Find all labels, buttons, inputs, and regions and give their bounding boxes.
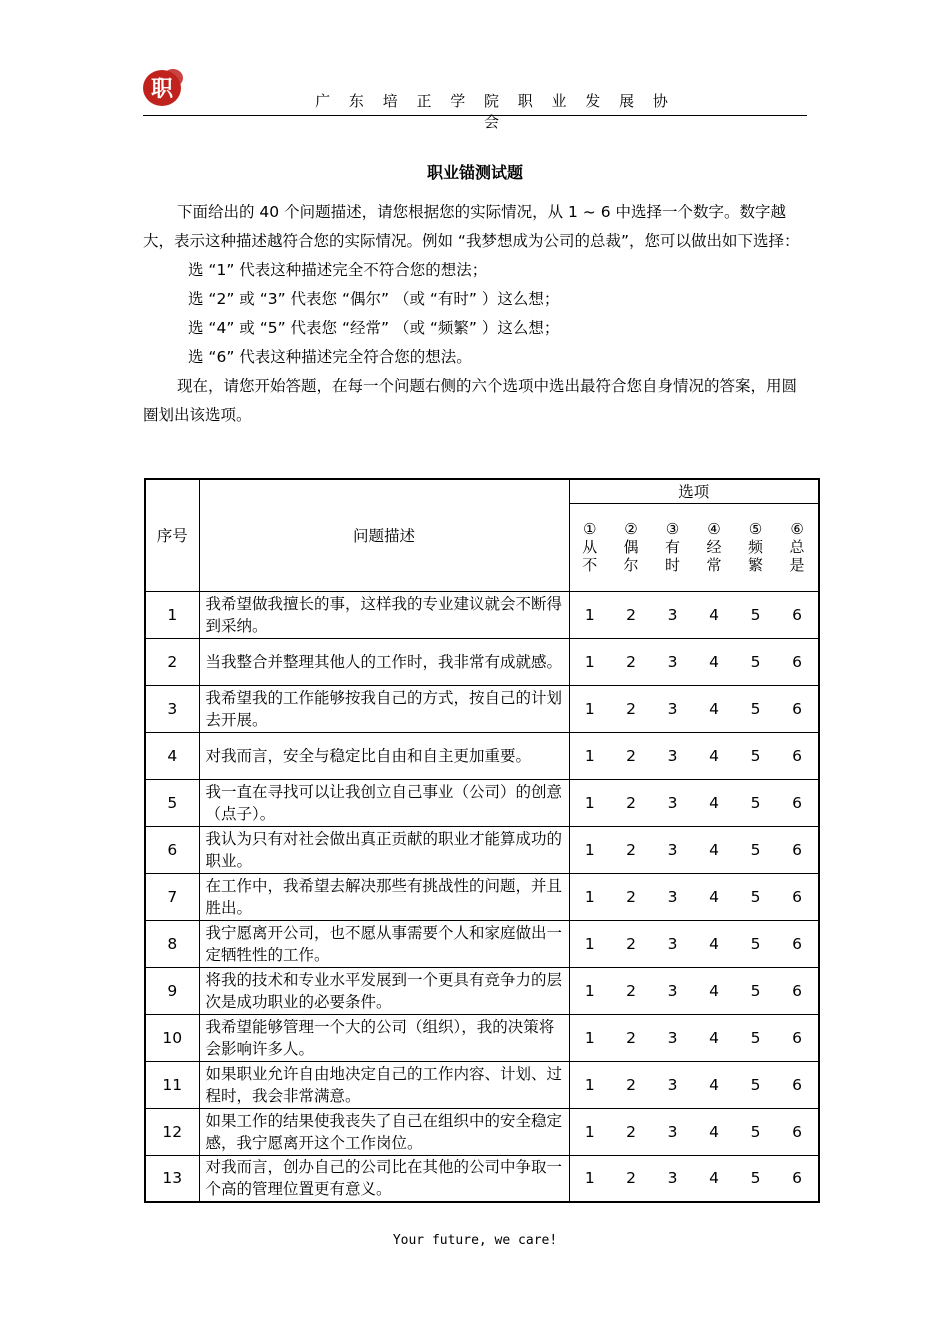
answer-option[interactable]: 5 <box>735 1014 776 1061</box>
question-row <box>145 1014 819 1061</box>
answer-option[interactable]: 4 <box>693 591 735 638</box>
option-header-l2: 是 <box>789 556 805 574</box>
answer-option[interactable]: 5 <box>735 1108 776 1155</box>
question-number: 9 <box>145 967 199 1014</box>
option-explanation: 选 “1” 代表这种描述完全不符合您的想法； <box>188 261 488 279</box>
answer-option[interactable]: 5 <box>735 591 776 638</box>
option-header <box>693 503 735 591</box>
answer-option[interactable]: 1 <box>569 873 610 920</box>
page-title: 职业锚测试题 <box>426 163 523 182</box>
answer-option[interactable]: 1 <box>569 1014 610 1061</box>
answer-option[interactable]: 3 <box>652 685 693 732</box>
option-header <box>610 503 652 591</box>
question-row <box>145 638 819 685</box>
question-row <box>145 826 819 873</box>
question-number: 2 <box>145 638 199 685</box>
question-row <box>145 1061 819 1108</box>
answer-option[interactable]: 4 <box>693 732 735 779</box>
answer-option[interactable]: 5 <box>735 1061 776 1108</box>
answer-option[interactable]: 1 <box>569 1108 610 1155</box>
answer-option[interactable]: 6 <box>776 873 819 920</box>
option-header-circ: ⑤ <box>748 520 763 538</box>
question-number: 4 <box>145 732 199 779</box>
answer-option[interactable]: 2 <box>610 826 652 873</box>
answer-option[interactable]: 5 <box>735 920 776 967</box>
question-text: 将我的技术和专业水平发展到一个更具有竞争力的层次是成功职业的必要条件。 <box>199 967 569 1014</box>
answer-option[interactable]: 6 <box>776 1108 819 1155</box>
answer-option[interactable]: 2 <box>610 1108 652 1155</box>
intro-paragraph: 下面给出的 40 个问题描述，请您根据您的实际情况，从 1 ~ 6 中选择一个数字。数字越大，表示这种描述越符合您的实际情况。例如 “我梦想成为公司的总裁”，您可以做出如下选择： <box>143 203 800 250</box>
question-number: 12 <box>145 1108 199 1155</box>
answer-option[interactable]: 4 <box>693 826 735 873</box>
question-number: 11 <box>145 1061 199 1108</box>
answer-option[interactable]: 2 <box>610 1061 652 1108</box>
answer-option[interactable]: 1 <box>569 779 610 826</box>
answer-option[interactable]: 2 <box>610 1155 652 1202</box>
question-row <box>145 1108 819 1155</box>
column-header-number: 序号 <box>145 479 199 591</box>
question-text: 在工作中，我希望去解决那些有挑战性的问题，并且胜出。 <box>199 873 569 920</box>
option-header-l1: 从 <box>582 538 598 556</box>
answer-option[interactable]: 4 <box>693 685 735 732</box>
answer-option[interactable]: 5 <box>735 779 776 826</box>
answer-option[interactable]: 4 <box>693 1108 735 1155</box>
answer-option[interactable]: 5 <box>735 967 776 1014</box>
question-text: 我希望能够管理一个大的公司（组织），我的决策将会影响许多人。 <box>199 1014 569 1061</box>
answer-option[interactable]: 6 <box>776 779 819 826</box>
answer-option[interactable]: 2 <box>610 1014 652 1061</box>
answer-option[interactable]: 2 <box>610 638 652 685</box>
answer-option[interactable]: 5 <box>735 638 776 685</box>
answer-option[interactable]: 4 <box>693 779 735 826</box>
question-row <box>145 732 819 779</box>
option-header-circ: ② <box>624 520 638 538</box>
option-header-circ: ③ <box>665 520 680 538</box>
answer-option[interactable]: 1 <box>569 967 610 1014</box>
answer-option[interactable]: 3 <box>652 732 693 779</box>
question-number: 13 <box>145 1155 199 1202</box>
answer-option[interactable]: 3 <box>652 967 693 1014</box>
answer-option[interactable]: 6 <box>776 732 819 779</box>
option-header-l1: 总 <box>789 538 805 556</box>
answer-option[interactable]: 3 <box>652 1014 693 1061</box>
option-header-l2: 尔 <box>623 556 639 574</box>
option-header-circ: ④ <box>707 520 721 538</box>
question-text: 我认为只有对社会做出真正贡献的职业才能算成功的职业。 <box>199 826 569 873</box>
instructions <box>143 198 807 430</box>
answer-option[interactable]: 2 <box>610 779 652 826</box>
answer-option[interactable]: 6 <box>776 967 819 1014</box>
answer-option[interactable]: 5 <box>735 685 776 732</box>
option-header-l1: 偶 <box>623 538 639 556</box>
answer-option[interactable]: 6 <box>776 1014 819 1061</box>
answer-option[interactable]: 5 <box>735 732 776 779</box>
footer-slogan: Your future, we care! <box>392 1233 558 1248</box>
answer-option[interactable]: 6 <box>776 920 819 967</box>
answer-option[interactable]: 2 <box>610 873 652 920</box>
answer-option[interactable]: 6 <box>776 685 819 732</box>
answer-option[interactable]: 4 <box>693 1061 735 1108</box>
answer-option[interactable]: 2 <box>610 732 652 779</box>
option-header-l2: 不 <box>582 556 598 574</box>
answer-option[interactable]: 3 <box>652 638 693 685</box>
question-text: 我宁愿离开公司，也不愿从事需要个人和家庭做出一定牺牲性的工作。 <box>199 920 569 967</box>
answer-option[interactable]: 5 <box>735 826 776 873</box>
question-row <box>145 779 819 826</box>
answer-option[interactable]: 1 <box>569 591 610 638</box>
option-header <box>652 503 693 591</box>
answer-option[interactable]: 3 <box>652 826 693 873</box>
answer-option[interactable]: 6 <box>776 1155 819 1202</box>
question-number: 10 <box>145 1014 199 1061</box>
answer-option[interactable]: 1 <box>569 685 610 732</box>
answer-option[interactable]: 4 <box>693 967 735 1014</box>
option-header-l2: 常 <box>706 556 722 574</box>
answer-option[interactable]: 4 <box>693 1155 735 1202</box>
answer-option[interactable]: 2 <box>610 685 652 732</box>
answer-option[interactable]: 5 <box>735 873 776 920</box>
option-header-circ: ① <box>583 520 597 538</box>
answer-option[interactable]: 3 <box>652 920 693 967</box>
column-header-options: 选项 <box>569 479 819 503</box>
answer-option[interactable]: 3 <box>652 779 693 826</box>
question-row <box>145 591 819 638</box>
option-header <box>569 503 610 591</box>
answer-option[interactable]: 6 <box>776 638 819 685</box>
question-number: 6 <box>145 826 199 873</box>
answer-option[interactable]: 1 <box>569 1155 610 1202</box>
question-text: 如果职业允许自由地决定自己的工作内容、计划、过程时，我会非常满意。 <box>199 1061 569 1108</box>
answer-option[interactable]: 3 <box>652 1108 693 1155</box>
question-number: 7 <box>145 873 199 920</box>
answer-option[interactable]: 1 <box>569 920 610 967</box>
question-number: 5 <box>145 779 199 826</box>
question-text: 我希望我的工作能够按我自己的方式，按自己的计划去开展。 <box>199 685 569 732</box>
answer-option[interactable]: 1 <box>569 826 610 873</box>
answer-option[interactable]: 2 <box>610 591 652 638</box>
answer-option[interactable]: 1 <box>569 732 610 779</box>
answer-option[interactable]: 6 <box>776 826 819 873</box>
questionnaire-table <box>144 478 820 1203</box>
question-number: 3 <box>145 685 199 732</box>
option-header <box>776 503 819 591</box>
question-number: 1 <box>145 591 199 638</box>
answer-option[interactable]: 4 <box>693 920 735 967</box>
answer-option[interactable]: 1 <box>569 638 610 685</box>
answer-option[interactable]: 2 <box>610 920 652 967</box>
question-row <box>145 1155 819 1202</box>
header-divider <box>143 115 807 116</box>
svg-text:职: 职 <box>150 76 174 102</box>
question-text: 对我而言，安全与稳定比自由和自主更加重要。 <box>199 732 569 779</box>
answer-option[interactable]: 2 <box>610 967 652 1014</box>
answer-option[interactable]: 4 <box>693 638 735 685</box>
answer-option[interactable]: 4 <box>693 873 735 920</box>
answer-option[interactable]: 3 <box>652 1155 693 1202</box>
question-row <box>145 920 819 967</box>
question-row <box>145 967 819 1014</box>
option-header-circ: ⑥ <box>790 520 804 538</box>
answer-option[interactable]: 5 <box>735 1155 776 1202</box>
question-text: 我希望做我擅长的事，这样我的专业建议就会不断得到采纳。 <box>199 591 569 638</box>
question-number: 8 <box>145 920 199 967</box>
option-header-l2: 时 <box>664 556 680 574</box>
question-text: 我一直在寻找可以让我创立自己事业（公司）的创意（点子）。 <box>199 779 569 826</box>
option-explanation: 选 “6” 代表这种描述完全符合您的想法。 <box>188 348 472 366</box>
organization-name: 广 东 培 正 学 院 职 业 发 展 协 会 <box>315 92 675 131</box>
question-text: 如果工作的结果使我丧失了自己在组织中的安全稳定感，我宁愿离开这个工作岗位。 <box>199 1108 569 1155</box>
column-header-description: 问题描述 <box>199 479 569 591</box>
answer-option[interactable]: 3 <box>652 873 693 920</box>
answer-option[interactable]: 4 <box>693 1014 735 1061</box>
option-explanation: 选 “2” 或 “3” 代表您 “偶尔” （或 “有时” ）这么想； <box>188 290 560 308</box>
question-row <box>145 685 819 732</box>
option-header-l1: 有 <box>664 538 680 556</box>
option-header <box>735 503 776 591</box>
answer-option[interactable]: 1 <box>569 1061 610 1108</box>
answer-option[interactable]: 6 <box>776 591 819 638</box>
question-text: 当我整合并整理其他人的工作时，我非常有成就感。 <box>199 638 569 685</box>
option-header-l1: 经 <box>706 538 722 556</box>
answer-option[interactable]: 6 <box>776 1061 819 1108</box>
option-header-l2: 繁 <box>747 556 763 574</box>
question-row <box>145 873 819 920</box>
answer-option[interactable]: 3 <box>652 1061 693 1108</box>
logo <box>140 64 188 110</box>
answer-option[interactable]: 3 <box>652 591 693 638</box>
question-text: 对我而言，创办自己的公司比在其他的公司中争取一个高的管理位置更有意义。 <box>199 1155 569 1202</box>
option-explanation: 选 “4” 或 “5” 代表您 “经常” （或 “频繁” ）这么想； <box>188 319 560 337</box>
option-header-l1: 频 <box>747 538 763 556</box>
answer-instruction: 现在，请您开始答题，在每一个问题右侧的六个选项中选出最符合您自身情况的答案，用圆圈划出该选项。 <box>143 377 798 424</box>
